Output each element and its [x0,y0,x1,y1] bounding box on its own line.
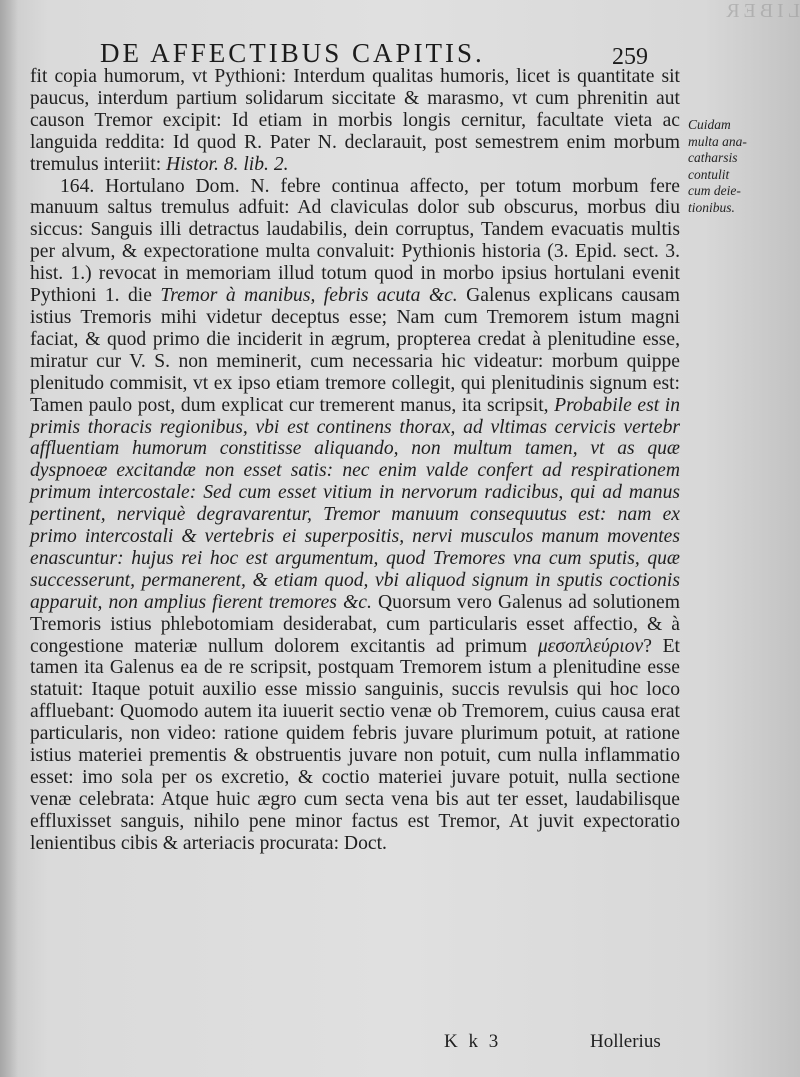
body-text [30,66,680,855]
text-run: ? Et tamen ita Galenus ea de re scripsit, postquam Tremorem istum a plenitudine esse statuit: Itaque potuit auxilio esse missio sanguinis, succis revulsis qui hoc loco affluebant: Quomodo autem ita iuuerit sectio venæ ob Tremorem, cuius causa erat particularis, non video: ratione quidem febris juvare plurimum potuit, at ratione istius materiei prementis & obstruentis juvare non potuit, cum nulla inflammatio esset: imo sola per os excretio, & coctio materiei juvare potuit, nulla sectione venæ celebrata: Atque huic ægro cum secta vena bis aut ter esset, laudabilisque effluxisset sanguis, nihilo pene minor factus est Tremor, At juvit expectoratio lenientibus cibis & arteriacis procurata: Doct. [30,635,680,854]
text-run: Galenus explicans causam istius Tremoris mihi videtur deceptus esse; Nam cum Tremorem istum magni faciat, & quod primo die inciderit in ægrum, propterea credat à plenitudine esse, miratur cur V. S. non meminerit, cum necessaria hic videatur: morbum quippe plenitudo commisit, vt ex ipso etiam tremore collegit, qui plenitudinis signum est: Tamen paulo post, dum explicat cur tremerent manus, ita scripsit, [30,285,680,416]
text-run: fit copia humorum, vt Pythioni: Interdum qualitas humoris, licet is quantitate sit paucus, interdum partium solidarum siccitate & marasmo, vt cum phrenitin aut causon Tremor excipit: Id etiam in morbis longis cernitur, facultate vieta ac languida reddita: Id quod R. Pater N. declarauit, post semestrem enim morbum tremulus interiit: [30,66,680,175]
signature-mark: K k 3 [444,1031,499,1052]
italic-run: Histor. 8. lib. 2. [166,153,289,175]
italic-run: Tremor à manibus, febris acuta &c. [160,285,458,307]
paragraph [30,66,680,176]
italic-run: Probabile est in primis thoracis regionibus, vbi est continens thorax, ad vltimas cervicis vertebr affluentiam humorum constitisse aliquando, non multum tamen, vt as quæ dyspnoeæ excitandæ non esset satis: nec enim valde confert ad respirationem primum intercostale: Sed cum esset vitium in nervorum radicibus, qui ad manus pertinent, nerviquè degravarentur, Tremor manuum consequutus est: nam ex primo intercostali & vertebris ei superpositis, nervi musculos manum moventes enascuntur: hujus rei hoc est argumentum, quod Tremores vna cum sputis, quæ successerunt, permanerent, & etiam quod, vbi aliquod signum in sputis coctionis apparuit, non amplius fierent tremores &c. [30,394,680,613]
text-run: Quorsum vero Galenus ad solutionem Tremoris istius phlebotomiam desiderabat, cum particularis esset affectio, & à congestione materiæ nullum dolorem excitantis ad primum [30,591,680,657]
margin-note: Cuidam multa ana- catharsis contulit cum deie- tionibus. [688,117,747,215]
text-run: 164. Hortulano Dom. N. febre continua affecto, per totum morbum fere manuum saltus tremulus adfuit: Ad claviculas dolor sub obscurus, morbus diu siccus: Sanguis illi detractus laudabilis, dein corruptus, Tandem evacuatis multis per alvum, & expectoratione multa convaluit: Pythionis historia (3. Epid. sect. 3. hist. 1.) revocat in memoriam illud totum quod in morbo ipsius hortulani evenit Pythioni 1. die [30,175,680,307]
paragraph [30,176,680,855]
gutter-shadow [0,0,18,1077]
show-through-text: LIBER [722,0,800,22]
italic-run: μεσοπλεύριον [537,635,644,657]
page-number: 259 [612,44,648,70]
running-title: DE AFFECTIBUS CAPITIS. [100,38,485,68]
catchword: Hollerius [590,1031,661,1052]
